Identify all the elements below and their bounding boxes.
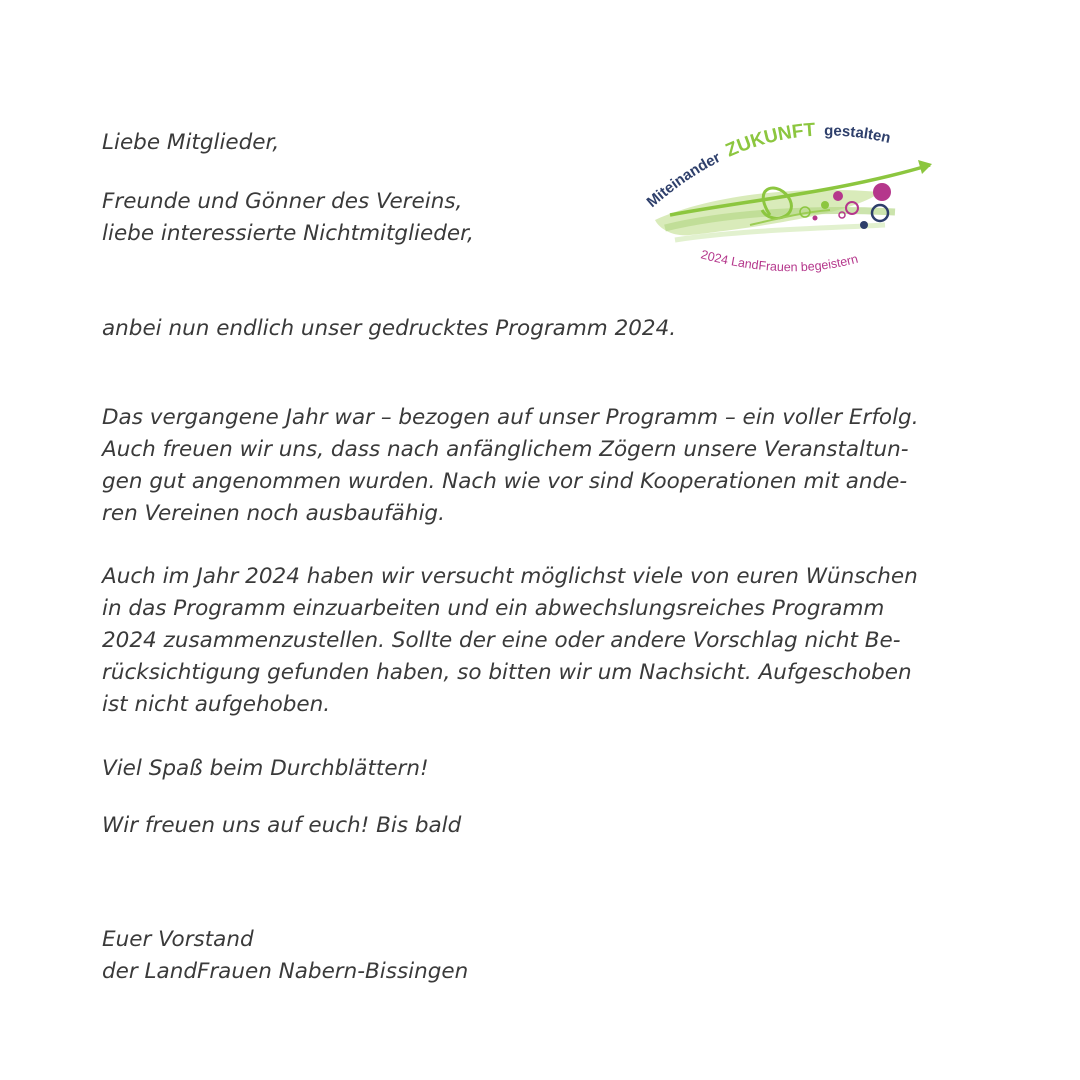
paragraph-2-line: Auch im Jahr 2024 haben wir versucht möglichst viele von euren Wünschen <box>102 564 918 589</box>
paragraph-2 <box>102 561 918 721</box>
greeting-line-1: Freunde und Gönner des Vereins, <box>102 189 463 214</box>
logo-top-text: Miteinander ZUKUNFT gestalten <box>643 119 893 211</box>
landfrauen-logo <box>630 100 945 290</box>
paragraph-2-line: in das Programm einzuarbeiten und ein abwechslungsreiches Programm <box>102 596 885 621</box>
intro-text: anbei nun endlich unser gedrucktes Programm 2024. <box>102 316 677 341</box>
paragraph-1-line: Auch freuen wir uns, dass nach anfänglichem Zögern unsere Veranstaltun- <box>102 437 909 462</box>
paragraph-1-line: gen gut angenommen wurden. Nach wie vor sind Kooperationen mit ande- <box>102 469 908 494</box>
paragraph-2-line: rücksichtigung gefunden haben, so bitten wir um Nachsicht. Aufgeschoben <box>102 660 912 685</box>
signature-line-1: Euer Vorstand <box>102 927 254 952</box>
greeting-line-2: liebe interessierte Nichtmitglieder, <box>102 221 474 246</box>
salutation: Liebe Mitglieder, <box>102 130 280 155</box>
paragraph-2-line: 2024 zusammenzustellen. Sollte der eine oder andere Vorschlag nicht Be- <box>102 628 901 653</box>
closing-line-2: Wir freuen uns auf euch! Bis bald <box>102 813 462 838</box>
closing-line-1: Viel Spaß beim Durchblättern! <box>102 756 429 781</box>
paragraph-1 <box>102 402 919 530</box>
signature-line-2: der LandFrauen Nabern-Bissingen <box>102 959 469 984</box>
paragraph-1-line: ren Vereinen noch ausbaufähig. <box>102 501 445 526</box>
paragraph-1-line: Das vergangene Jahr war – bezogen auf unser Programm – ein voller Erfolg. <box>102 405 919 430</box>
paragraph-2-line: ist nicht aufgehoben. <box>102 692 331 717</box>
logo-bottom-text: 2024 LandFrauen begeistern <box>699 247 860 275</box>
